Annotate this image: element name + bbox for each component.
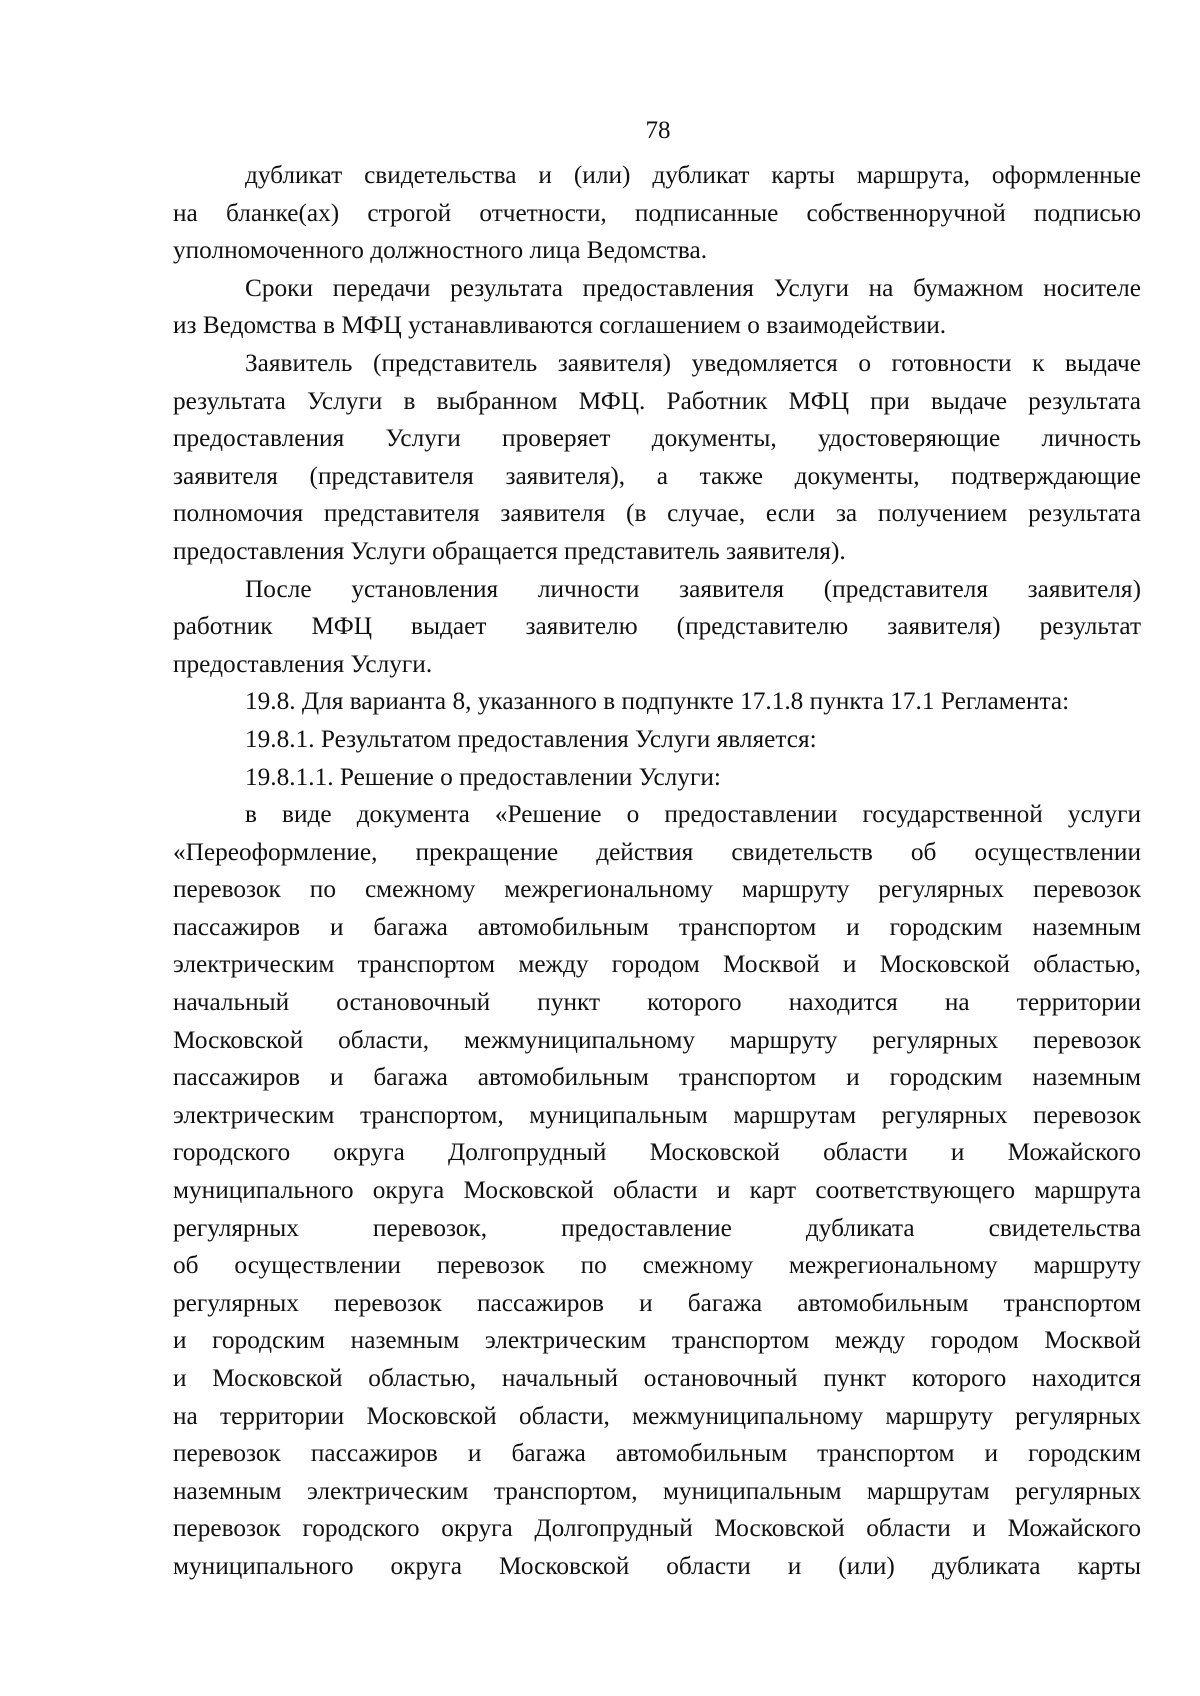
text-line: из Ведомства в МФЦ устанавливаются соглашением о взаимодействии. [173,311,947,340]
document-body [173,157,1141,1586]
page-number: 78 [645,117,671,144]
text-line: на территории Московской области, межмуниципальному маршруту регулярных [173,1401,1141,1430]
text-line: уполномоченного должностного лица Ведомства. [173,236,708,265]
text-line: «Переоформление, прекращение действия свидетельств об осуществлении [173,837,1141,866]
text-line: пассажиров и багажа автомобильным транспортом и городским наземным [173,1063,1141,1092]
text-line: перевозок по смежному межрегиональному маршруту регулярных перевозок [173,875,1141,904]
text-line: дубликат свидетельства и (или) дубликат карты маршрута, оформленные [245,161,1141,189]
text-line: наземным электрическим транспортом, муниципальным маршрутам регулярных [173,1476,1141,1505]
text-line: перевозок пассажиров и багажа автомобильным транспортом и городским [173,1439,1141,1468]
text-line: предоставления Услуги. [173,649,433,678]
text-line: об осуществлении перевозок по смежному межрегиональному маршруту [173,1251,1141,1280]
text-line: Московской области, межмуниципальному маршруту регулярных перевозок [173,1025,1141,1054]
text-line: муниципального округа Московской области и карт соответствующего маршрута [173,1176,1141,1205]
text-line: и Московской областью, начальный остановочный пункт которого находится [173,1364,1141,1392]
text-line: перевозок городского округа Долгопрудный Московской области и Можайского [173,1514,1141,1543]
text-line: заявителя (представителя заявителя), а также документы, подтверждающие [173,461,1141,490]
text-line: на бланке(ах) строгой отчетности, подписанные собственноручной подписью [173,198,1141,227]
text-line: и городским наземным электрическим транспортом между городом Москвой [173,1326,1141,1355]
text-line: электрическим транспортом между городом Москвой и Московской областью, [173,950,1141,979]
text-line: начальный остановочный пункт которого находится на территории [173,988,1141,1017]
text-line: полномочия представителя заявителя (в случае, если за получением результата [173,499,1141,528]
text-line: предоставления Услуги обращается представитель заявителя). [173,536,846,565]
text-line: в виде документа «Решение о предоставлении государственной услуги [245,800,1141,829]
text-line: предоставления Услуги проверяет документы, удостоверяющие личность [173,424,1141,453]
text-line: 19.8.1. Результатом предоставления Услуги является: [245,724,817,753]
text-line: Заявитель (представитель заявителя) уведомляется о готовности к выдаче [245,348,1141,377]
text-line: регулярных перевозок пассажиров и багажа автомобильным транспортом [173,1288,1141,1317]
text-line: электрическим транспортом, муниципальным маршрутам регулярных перевозок [173,1100,1141,1129]
text-line: муниципального округа Московской области и (или) дубликата карты [173,1551,1141,1580]
text-line: городского округа Долгопрудный Московской области и Можайского [173,1138,1141,1167]
text-line: результата Услуги в выбранном МФЦ. Работник МФЦ при выдаче результата [173,386,1141,415]
text-line: пассажиров и багажа автомобильным транспортом и городским наземным [173,912,1141,941]
text-line: После установления личности заявителя (представителя заявителя) [245,574,1141,603]
text-line: работник МФЦ выдает заявителю (представителю заявителя) результат [173,612,1141,641]
text-line: 19.8.1.1. Решение о предоставлении Услуги: [245,762,721,791]
text-line: 19.8. Для варианта 8, указанного в подпункте 17.1.8 пункта 17.1 Регламента: [245,687,1070,716]
text-line: Сроки передачи результата предоставления Услуги на бумажном носителе [245,273,1141,302]
text-line: регулярных перевозок, предоставление дубликата свидетельства [173,1213,1141,1242]
